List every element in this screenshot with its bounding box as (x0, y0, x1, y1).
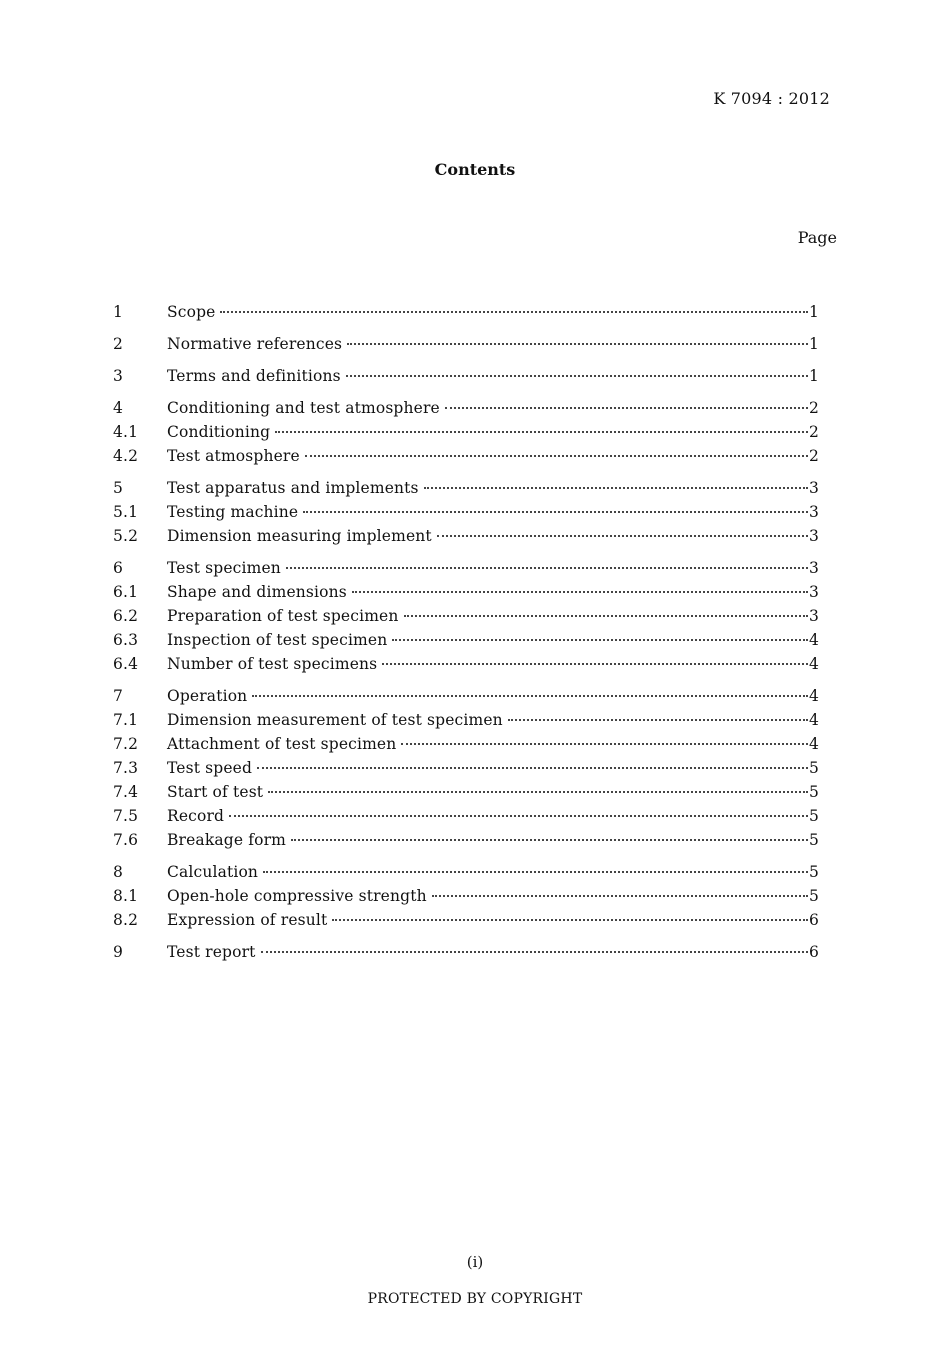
toc-dot-leader (261, 951, 808, 953)
toc-entry-number: 5.1 (113, 503, 139, 521)
toc-entry-page: 4 (809, 655, 820, 673)
toc-entry-number: 5.2 (113, 527, 139, 545)
toc-dot-leader (392, 639, 808, 641)
toc-entry-page: 5 (809, 759, 820, 777)
toc-entry-number: 4 (113, 399, 124, 417)
toc-entry[interactable] (113, 524, 819, 548)
toc-entry-number: 7.6 (113, 831, 139, 849)
toc-entry[interactable] (113, 684, 819, 708)
toc-entry[interactable] (113, 908, 819, 932)
standard-number: K 7094 : 2012 (713, 89, 830, 108)
toc-entry[interactable] (113, 652, 819, 676)
toc-entry-page: 2 (809, 423, 820, 441)
toc-entry[interactable] (113, 708, 819, 732)
toc-entry-title: Breakage form (167, 831, 286, 849)
toc-dot-leader (291, 839, 808, 841)
toc-entry-title: Preparation of test specimen (167, 607, 399, 625)
toc-entry-title: Scope (167, 303, 216, 321)
toc-entry-page: 6 (809, 911, 820, 929)
toc-entry-number: 7.5 (113, 807, 139, 825)
toc-entry[interactable] (113, 476, 819, 500)
toc-entry-page: 6 (809, 943, 820, 961)
toc-entry-number: 6.4 (113, 655, 139, 673)
toc-entry-page: 3 (809, 527, 820, 545)
toc-entry-number: 8.2 (113, 911, 139, 929)
toc-entry-title: Inspection of test specimen (167, 631, 388, 649)
toc-entry-page: 4 (809, 735, 820, 753)
toc-entry[interactable] (113, 884, 819, 908)
toc-entry[interactable] (113, 732, 819, 756)
toc-entry-page: 5 (809, 887, 820, 905)
toc-entry[interactable] (113, 860, 819, 884)
toc-entry-number: 7 (113, 687, 124, 705)
page-column-label: Page (797, 228, 837, 247)
toc-entry[interactable] (113, 364, 819, 388)
toc-group (113, 860, 819, 932)
toc-entry-number: 4.1 (113, 423, 139, 441)
toc-entry-page: 2 (809, 399, 820, 417)
toc-entry-title: Test apparatus and implements (167, 479, 419, 497)
toc-entry-page: 5 (809, 807, 820, 825)
toc-dot-leader (346, 375, 808, 377)
toc-dot-leader (257, 767, 808, 769)
toc-entry[interactable] (113, 756, 819, 780)
toc-entry[interactable] (113, 420, 819, 444)
toc-entry[interactable] (113, 628, 819, 652)
toc-entry-title: Calculation (167, 863, 259, 881)
toc-entry-title: Expression of result (167, 911, 328, 929)
toc-dot-leader (229, 815, 808, 817)
toc-entry-title: Terms and definitions (167, 367, 341, 385)
toc-entry-title: Open-hole compressive strength (167, 887, 427, 905)
toc-entry[interactable] (113, 804, 819, 828)
toc-entry-number: 9 (113, 943, 124, 961)
toc-dot-leader (347, 343, 808, 345)
toc-dot-leader (508, 719, 808, 721)
toc-dot-leader (220, 311, 808, 313)
toc-entry-number: 3 (113, 367, 124, 385)
toc-entry-title: Test atmosphere (167, 447, 300, 465)
toc-entry[interactable] (113, 556, 819, 580)
toc-entry-number: 7.1 (113, 711, 139, 729)
toc-group (113, 364, 819, 388)
toc-group (113, 684, 819, 852)
toc-entry-number: 8 (113, 863, 124, 881)
toc-dot-leader (305, 455, 808, 457)
toc-dot-leader (424, 487, 808, 489)
toc-dot-leader (252, 695, 808, 697)
toc-dot-leader (268, 791, 808, 793)
toc-entry-page: 5 (809, 783, 820, 801)
toc-dot-leader (437, 535, 808, 537)
toc-dot-leader (352, 591, 808, 593)
toc-dot-leader (401, 743, 808, 745)
toc-dot-leader (404, 615, 808, 617)
toc-entry-number: 5 (113, 479, 124, 497)
toc-entry[interactable] (113, 780, 819, 804)
toc-entry-number: 6.2 (113, 607, 139, 625)
toc-entry[interactable] (113, 444, 819, 468)
toc-entry-title: Number of test specimens (167, 655, 378, 673)
toc-entry-title: Test speed (167, 759, 253, 777)
toc-entry-page: 2 (809, 447, 820, 465)
toc-entry[interactable] (113, 580, 819, 604)
toc-entry[interactable] (113, 300, 819, 324)
toc-dot-leader (263, 871, 808, 873)
toc-entry-page: 3 (809, 559, 820, 577)
toc-entry-number: 2 (113, 335, 124, 353)
toc-entry[interactable] (113, 396, 819, 420)
toc-entry-number: 1 (113, 303, 124, 321)
toc-entry-number: 7.4 (113, 783, 139, 801)
toc-entry-title: Attachment of test specimen (167, 735, 397, 753)
toc-entry-number: 6.3 (113, 631, 139, 649)
toc-entry-title: Dimension measuring implement (167, 527, 432, 545)
toc-group (113, 556, 819, 676)
page-number: (i) (466, 1253, 484, 1271)
copyright-notice: PROTECTED BY COPYRIGHT (367, 1291, 583, 1307)
toc-group (113, 940, 819, 964)
toc-dot-leader (432, 895, 808, 897)
toc-entry-page: 3 (809, 479, 820, 497)
toc-group (113, 332, 819, 356)
toc-entry-title: Test specimen (167, 559, 281, 577)
toc-entry[interactable] (113, 500, 819, 524)
toc-dot-leader (445, 407, 808, 409)
toc-entry-number: 8.1 (113, 887, 139, 905)
toc-group (113, 300, 819, 324)
toc-entry-title: Conditioning and test atmosphere (167, 399, 440, 417)
toc-entry-page: 4 (809, 687, 820, 705)
toc-entry[interactable] (113, 604, 819, 628)
toc-entry[interactable] (113, 828, 819, 852)
toc-entry-page: 1 (809, 335, 820, 353)
contents-heading: Contents (434, 160, 516, 179)
toc-entry-page: 5 (809, 863, 820, 881)
toc-entry[interactable] (113, 332, 819, 356)
toc-entry-title: Record (167, 807, 225, 825)
toc-entry-title: Shape and dimensions (167, 583, 347, 601)
toc-entry-page: 5 (809, 831, 820, 849)
toc-dot-leader (332, 919, 808, 921)
toc-group (113, 396, 819, 468)
toc-entry-number: 7.3 (113, 759, 139, 777)
toc-entry-title: Normative references (167, 335, 343, 353)
toc-entry-page: 3 (809, 583, 820, 601)
toc-entry-title: Dimension measurement of test specimen (167, 711, 503, 729)
toc-entry-number: 6 (113, 559, 124, 577)
toc-entry-page: 1 (809, 303, 820, 321)
toc-group (113, 476, 819, 548)
toc-entry-page: 4 (809, 631, 820, 649)
toc-entry-number: 7.2 (113, 735, 139, 753)
toc-entry-title: Start of test (167, 783, 264, 801)
toc-entry-page: 4 (809, 711, 820, 729)
toc-entry-number: 4.2 (113, 447, 139, 465)
toc-dot-leader (303, 511, 808, 513)
toc-entry[interactable] (113, 940, 819, 964)
toc-entry-title: Conditioning (167, 423, 271, 441)
toc-entry-page: 1 (809, 367, 820, 385)
toc-dot-leader (275, 431, 808, 433)
toc-entry-title: Test report (167, 943, 256, 961)
toc-entry-page: 3 (809, 503, 820, 521)
toc-entry-title: Testing machine (167, 503, 299, 521)
toc-dot-leader (286, 567, 808, 569)
toc-entry-number: 6.1 (113, 583, 139, 601)
table-of-contents (113, 300, 819, 972)
toc-dot-leader (382, 663, 808, 665)
toc-entry-page: 3 (809, 607, 820, 625)
toc-entry-title: Operation (167, 687, 248, 705)
